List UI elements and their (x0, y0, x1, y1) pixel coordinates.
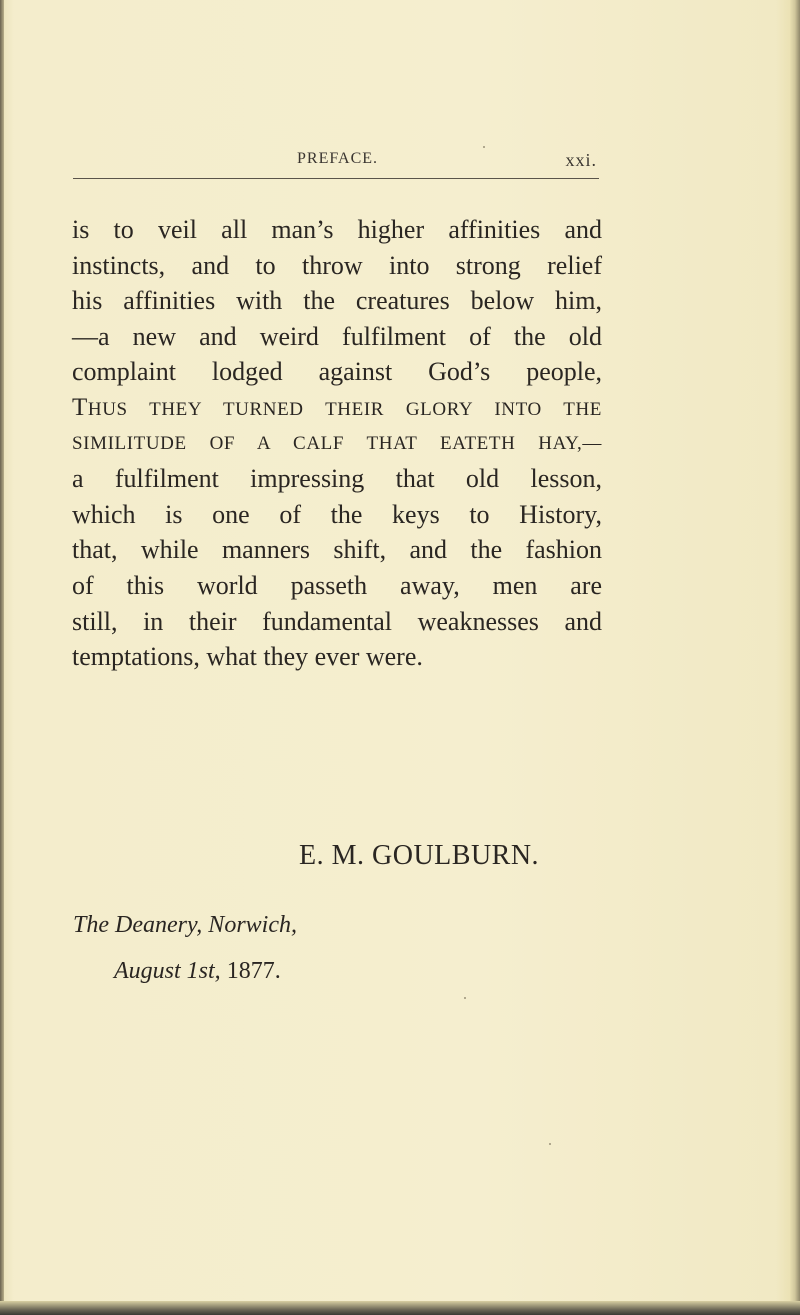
body-line: which is one of the keys to History, (72, 499, 602, 529)
body-line: is to veil all man’s higher affinities and (72, 215, 602, 244)
page-right-edge (790, 0, 800, 1315)
header-rule (73, 178, 599, 179)
author-signature: E. M. GOULBURN. (299, 840, 540, 871)
body-line: that, while manners shift, and the fashion (72, 535, 602, 565)
body-line: of this world passeth away, men are (72, 570, 602, 600)
body-line-smallcaps: SIMILITUDE OF A CALF THAT EATETH HAY,— (72, 432, 602, 454)
paper-speck (464, 997, 466, 999)
page-number: xxi. (565, 150, 597, 170)
page-bottom-edge (0, 1301, 800, 1315)
paper-speck (483, 146, 485, 148)
date-line (114, 958, 281, 985)
body-line: his affinities with the creatures below him, (72, 286, 602, 316)
body-paragraph (72, 212, 602, 675)
body-line: a fulfilment impressing that old lesson, (72, 464, 602, 494)
body-line: complaint lodged against God’s people, (72, 357, 602, 387)
page-header (297, 150, 597, 174)
body-line: temptations, what they ever were. (72, 642, 423, 672)
body-line: —a new and weird fulfilment of the old (72, 321, 602, 351)
running-head: PREFACE. (297, 150, 379, 167)
body-line: still, in their fundamental weaknesses and (72, 606, 602, 636)
paper-speck (549, 1143, 551, 1145)
date-year: 1877. (226, 958, 281, 984)
page-left-edge (0, 0, 4, 1315)
body-line-smallcaps (72, 390, 602, 426)
place-line: The Deanery, Norwich, (73, 912, 297, 938)
smallcaps-rest: HUS THEY TURNED THEIR GLORY INTO THE (87, 398, 602, 420)
smallcaps-initial: T (72, 393, 88, 421)
date-month-day: August 1st, (114, 958, 221, 984)
body-line: instincts, and to throw into strong relief (72, 250, 602, 280)
